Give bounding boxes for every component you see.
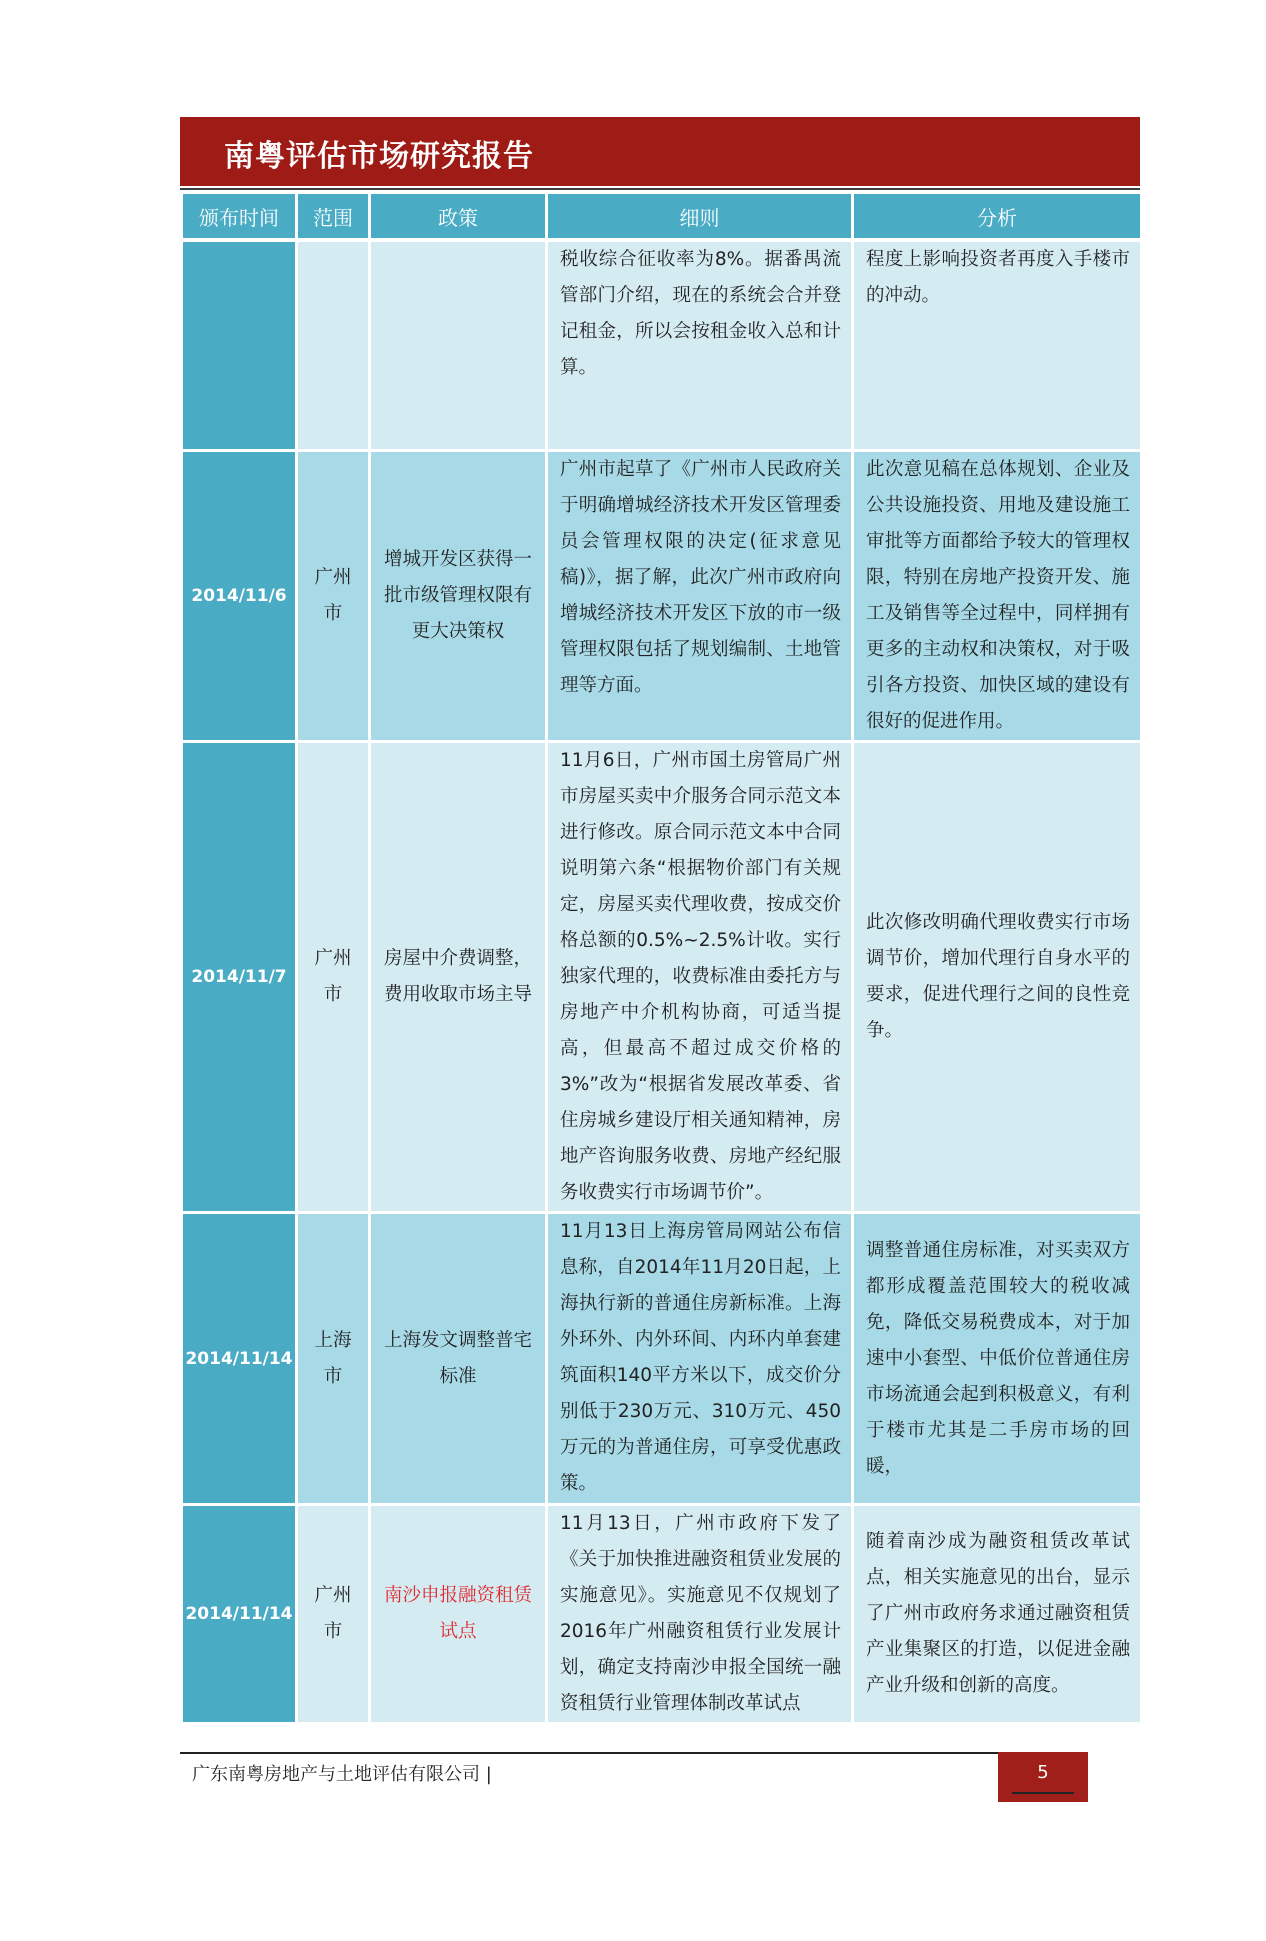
- cell-detail: 广州市起草了《广州市人民政府关于明确增城经济技术开发区管理委员会管理权限的决定(征求意见稿)》，据了解，此次广州市政府向增城经济技术开发区下放的市一级管理权限包括了规划编制、土地管理等方面。: [548, 452, 851, 743]
- footer-company-name: 广东南粤房地产与土地评估有限公司 |: [192, 1764, 492, 1785]
- cell-analysis: 此次修改明确代理收费实行市场调节价，增加代理行自身水平的要求，促进代理行之间的良性竞争。: [854, 743, 1140, 1214]
- cell-scope: 上海市: [298, 1214, 368, 1506]
- cell-scope: 广州市: [298, 452, 368, 743]
- cell-scope: 广州市: [298, 1506, 368, 1725]
- cell-policy-highlight: 南沙申报融资租赁试点: [371, 1506, 545, 1725]
- cell-analysis: 随着南沙成为融资租赁改革试点，相关实施意见的出台，显示了广州市政府务求通过融资租赁产业集聚区的打造，以促进金融产业升级和创新的高度。: [854, 1506, 1140, 1725]
- table-row: [183, 1214, 1140, 1506]
- table-row: [183, 452, 1140, 743]
- table-row: [183, 743, 1140, 1214]
- cell-date: 2014/11/14: [183, 1506, 295, 1725]
- policy-table: [180, 194, 1143, 1725]
- page-number-underline: [1012, 1792, 1074, 1794]
- cell-scope: 广州市: [298, 743, 368, 1214]
- table-row: [183, 1506, 1140, 1725]
- cell-analysis: 此次意见稿在总体规划、企业及公共设施投资、用地及建设施工审批等方面都给予较大的管理权限，特别在房地产投资开发、施工及销售等全过程中，同样拥有更多的主动权和决策权，对于吸引各方投资、加快区域的建设有很好的促进作用。: [854, 452, 1140, 743]
- column-header-detail: 细则: [548, 194, 851, 242]
- cell-policy: 增城开发区获得一批市级管理权限有更大决策权: [371, 452, 545, 743]
- cell-policy: [371, 242, 545, 452]
- column-header-analysis: 分析: [854, 194, 1140, 242]
- page-number-box: [998, 1752, 1088, 1802]
- cell-detail: 11月6日，广州市国土房管局广州市房屋买卖中介服务合同示范文本进行修改。原合同示范文本中合同说明第六条“根据物价部门有关规定，房屋买卖代理收费，按成交价格总额的0.5%~2.5%计收。实行独家代理的，收费标准由委托方与房地产中介机构协商，可适当提高，但最高不超过成交价格的3%”改为“根据省发展改革委、省住房城乡建设厅相关通知精神，房地产咨询服务收费、房地产经纪服务收费实行市场调节价”。: [548, 743, 851, 1214]
- column-header-date: 颁布时间: [183, 194, 295, 242]
- cell-policy: 房屋中介费调整，费用收取市场主导: [371, 743, 545, 1214]
- cell-detail: 11月13日上海房管局网站公布信息称，自2014年11月20日起，上海执行新的普通住房新标准。上海外环外、内外环间、内环内单套建筑面积140平方米以下，成交价分别低于230万元、310万元、450万元的为普通住房，可享受优惠政策。: [548, 1214, 851, 1506]
- table-row: [183, 242, 1140, 452]
- table-header-row: [183, 194, 1140, 242]
- report-title: 南粤评估市场研究报告: [224, 139, 534, 174]
- cell-detail: 11月13日，广州市政府下发了《关于加快推进融资租赁业发展的实施意见》。实施意见不仅规划了2016年广州融资租赁行业发展计划，确定支持南沙申报全国统一融资租赁行业管理体制改革试点: [548, 1506, 851, 1725]
- cell-date: 2014/11/7: [183, 743, 295, 1214]
- column-header-policy: 政策: [371, 194, 545, 242]
- page-number: 5: [1037, 1762, 1049, 1783]
- cell-scope: [298, 242, 368, 452]
- cell-analysis: 调整普通住房标准，对买卖双方都形成覆盖范围较大的税收减免，降低交易税费成本，对于加速中小套型、中低价位普通住房市场流通会起到积极意义，有利于楼市尤其是二手房市场的回暖，: [854, 1214, 1140, 1506]
- cell-date: 2014/11/6: [183, 452, 295, 743]
- footer-divider: [180, 1752, 1000, 1754]
- cell-analysis: 程度上影响投资者再度入手楼市的冲动。: [854, 242, 1140, 452]
- column-header-scope: 范围: [298, 194, 368, 242]
- report-header-bar: [180, 117, 1140, 186]
- header-divider: [180, 188, 1140, 190]
- cell-date: [183, 242, 295, 452]
- cell-policy: 上海发文调整普宅标准: [371, 1214, 545, 1506]
- cell-date: 2014/11/14: [183, 1214, 295, 1506]
- cell-detail: 税收综合征收率为8%。据番禺流管部门介绍，现在的系统会合并登记租金，所以会按租金收入总和计算。: [548, 242, 851, 452]
